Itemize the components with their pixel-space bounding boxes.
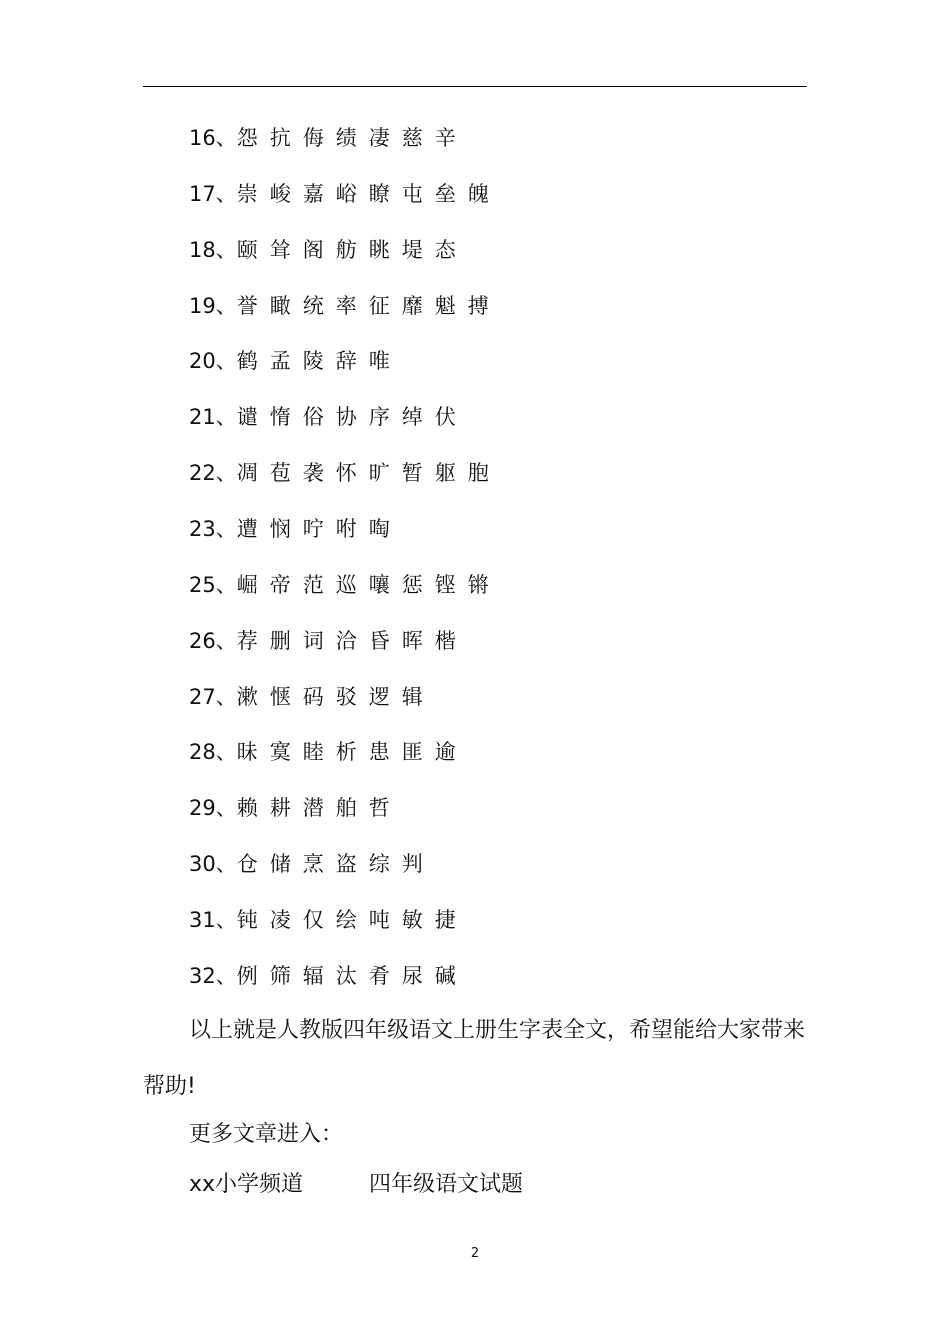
char-row — [189, 793, 402, 823]
row-chars: 崛帝范巡嚷惩铿锵 — [236, 573, 501, 597]
row-chars: 例筛辐汰肴尿碱 — [236, 964, 468, 988]
row-number: 20、 — [189, 349, 237, 373]
row-chars: 颐耸阁舫眺堤态 — [236, 238, 468, 262]
char-row — [189, 402, 468, 432]
row-number: 16、 — [189, 126, 237, 150]
row-number: 32、 — [189, 964, 237, 988]
char-row — [189, 458, 501, 488]
page-number: 2 — [470, 1246, 480, 1261]
header-rule — [143, 86, 807, 87]
row-chars: 崇峻嘉峪瞭屯垒魄 — [236, 182, 501, 206]
link-grade4-chinese-tests[interactable]: 四年级语文试题 — [369, 1172, 524, 1197]
char-row — [189, 346, 402, 376]
closing-paragraph — [143, 1003, 807, 1115]
closing-text: 以上就是人教版四年级语文上册生字表全文，希望能给大家带来帮助! — [143, 1018, 806, 1099]
char-row — [189, 961, 468, 991]
row-number: 28、 — [189, 740, 237, 764]
row-chars: 鹤孟陵辞唯 — [236, 349, 402, 373]
row-chars: 谴惰俗协序绰伏 — [236, 405, 468, 429]
char-row — [189, 570, 501, 600]
char-row — [189, 737, 468, 767]
char-row — [189, 905, 468, 935]
row-chars: 昧寞睦析患匪逾 — [236, 740, 468, 764]
row-chars: 漱惬码驳逻辑 — [236, 685, 435, 709]
row-number: 26、 — [189, 629, 237, 653]
row-chars: 誉瞰统率征靡魁搏 — [236, 294, 501, 318]
row-number: 31、 — [189, 908, 237, 932]
links-row — [189, 1170, 749, 1200]
row-chars: 赖耕潜舶哲 — [236, 796, 402, 820]
char-row — [189, 123, 468, 153]
row-chars: 荐删词洽昏晖楷 — [236, 629, 468, 653]
char-row — [189, 235, 468, 265]
row-chars: 凋苞袭怀旷暂躯胞 — [236, 461, 501, 485]
row-number: 21、 — [189, 405, 237, 429]
row-number: 19、 — [189, 294, 237, 318]
more-articles-label: 更多文章进入： — [189, 1122, 344, 1147]
row-number: 23、 — [189, 517, 237, 541]
row-number: 29、 — [189, 796, 237, 820]
row-chars: 仓储烹盗综判 — [236, 852, 435, 876]
row-number: 22、 — [189, 461, 237, 485]
row-chars: 遭悯咛咐啕 — [236, 517, 402, 541]
row-number: 18、 — [189, 238, 237, 262]
char-row — [189, 849, 435, 879]
row-number: 27、 — [189, 685, 237, 709]
row-number: 17、 — [189, 182, 237, 206]
char-row — [189, 682, 435, 712]
char-row — [189, 291, 501, 321]
row-chars: 怨抗侮绩凄慈辛 — [236, 126, 468, 150]
link-primary-school-channel[interactable]: xx小学频道 — [189, 1172, 304, 1197]
char-row — [189, 179, 501, 209]
char-row — [189, 626, 468, 656]
row-number: 30、 — [189, 852, 237, 876]
row-number: 25、 — [189, 573, 237, 597]
row-chars: 钝凌仅绘吨敏捷 — [236, 908, 468, 932]
char-row — [189, 514, 402, 544]
